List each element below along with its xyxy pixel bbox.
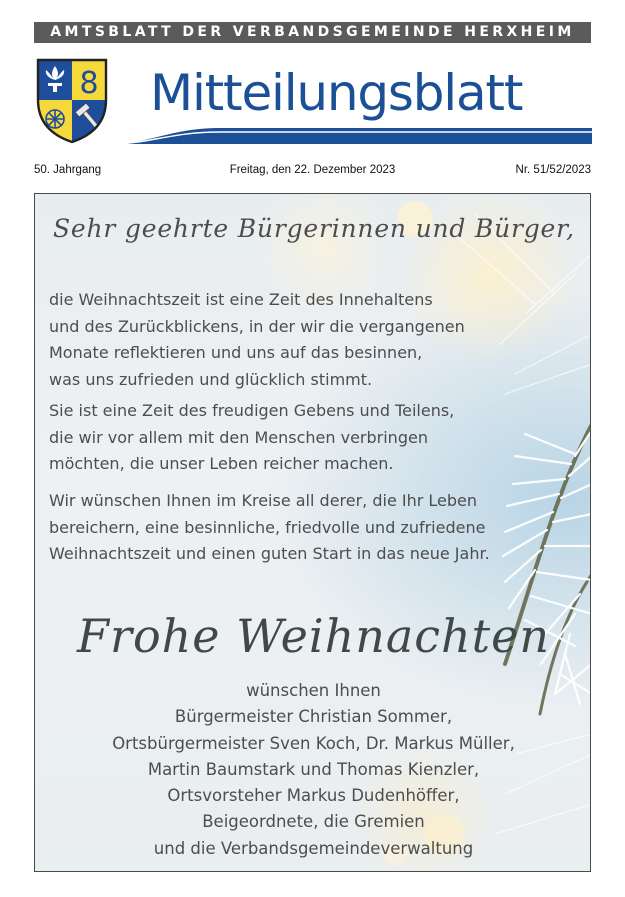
issue-number: Nr. 51/52/2023 (515, 164, 591, 176)
paragraph-1: die Weihnachtszeit ist eine Zeit des Innehaltens und des Zurückblickens, in der wir die vergangenen Monate reflektieren und uns auf das besinnen, was uns zufrieden und glücklich stimmt. (49, 290, 465, 389)
volume-label: 50. Jahrgang (34, 164, 102, 176)
paragraph-2: Sie ist eine Zeit des freudigen Gebens und Teilens, die wir vor allem mit den Menschen verbringen möchten, die unser Leben reicher machen. (49, 401, 455, 473)
closing-signatories: wünschen Ihnen Bürgermeister Christian Sommer, Ortsbürgermeister Sven Koch, Dr. Markus Müller, Martin Baumstark und Thomas Kienzler, Ortsvorsteher Markus Dudenhöffer, Beigeordnete, die Gremien und die Verbandsgemeindeverwaltung (112, 681, 515, 858)
christmas-headline: Frohe Weihnachten (77, 609, 550, 663)
coat-of-arms-icon (34, 56, 110, 144)
salutation: Sehr geehrte Bürgerinnen und Bürger, (53, 214, 575, 243)
masthead-title: Mitteilungsblatt (150, 64, 523, 122)
paragraph-3: Wir wünschen Ihnen im Kreise all derer, die Ihr Leben bereichern, eine besinnliche, friedvolle und zufriedene Weihnachtszeit und einen guten Start in das neue Jahr. (49, 491, 490, 563)
top-bar: AMTSBLATT DER VERBANDSGEMEINDE HERXHEIM (34, 22, 591, 43)
crest-numeral: 8 (79, 66, 99, 101)
greeting-card (34, 193, 591, 872)
masthead-swoosh (110, 118, 592, 146)
issue-date: Freitag, den 22. Dezember 2023 (229, 164, 396, 176)
